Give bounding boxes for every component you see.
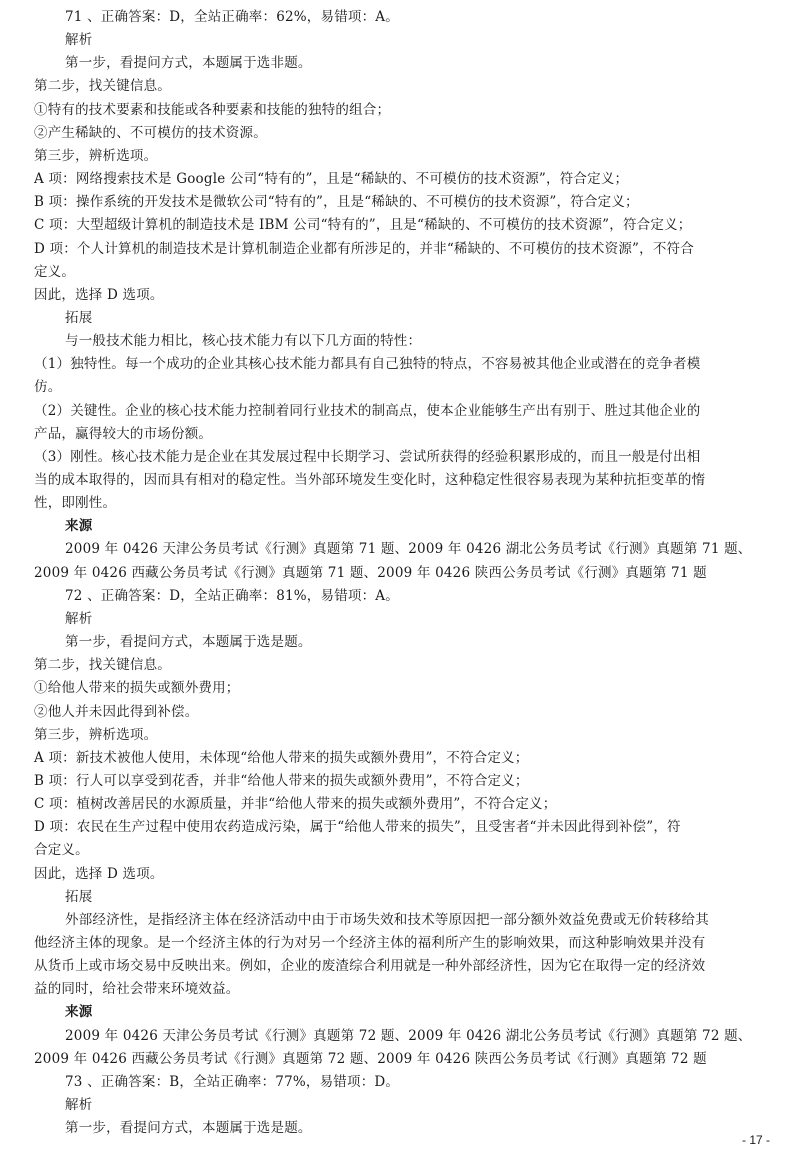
text-line: 2009 年 0426 西藏公务员考试《行测》真题第 71 题、2009 年 0426 陕西公务员考试《行测》真题第 71 题	[34, 564, 707, 581]
text-line: B 项：行人可以享受到花香，并非“给他人带来的损失或额外费用”，不符合定义；	[34, 772, 529, 789]
text-line: 拓展	[65, 888, 93, 905]
text-line: 他经济主体的现象。是一个经济主体的行为对另一个经济主体的福利所产生的影响效果，而这种影响效果并没有	[34, 935, 706, 951]
text-line: （3）刚性。核心技术能力是企业在其发展过程中长期学习、尝试所获得的经验积累形成的，而且一般是付出相	[34, 448, 701, 465]
text-line: 益的同时，给社会带来环境效益。	[34, 981, 240, 998]
text-line: （2）关键性。企业的核心技术能力控制着同行业技术的制高点，使本企业能够生产出有别于、胜过其他企业的	[34, 402, 701, 419]
text-line: 因此，选择 D 选项。	[34, 286, 164, 303]
text-line: 解析	[65, 32, 93, 49]
text-line: 71 、正确答案：D，全站正确率：62%，易错项：A。	[65, 9, 399, 25]
text-line: 2009 年 0426 西藏公务员考试《行测》真题第 72 题、2009 年 0426 陕西公务员考试《行测》真题第 72 题	[34, 1050, 707, 1067]
text-line: C 项：植树改善居民的水源质量，并非“给他人带来的损失或额外费用”，不符合定义；	[34, 796, 557, 813]
text-line: 因此，选择 D 选项。	[34, 865, 164, 882]
text-line: A 项：新技术被他人使用，未体现“给他人带来的损失或额外费用”，不符合定义；	[34, 749, 529, 766]
page-number: - 17 -	[741, 1133, 770, 1147]
text-line: 产品，赢得较大的市场份额。	[34, 425, 213, 442]
text-line: 2009 年 0426 天津公务员考试《行测》真题第 71 题、2009 年 0426 湖北公务员考试《行测》真题第 71 题、	[65, 541, 752, 558]
text-line: ①特有的技术要素和技能或各种要素和技能的独特的组合；	[34, 101, 391, 118]
text-line: A 项：网络搜索技术是 Google 公司“特有的”，且是“稀缺的、不可模仿的技术资源”，符合定义；	[34, 171, 629, 188]
text-line: ①给他人带来的损失或额外费用；	[34, 680, 240, 697]
text-line: B 项：操作系统的开发技术是微软公司“特有的”，且是“稀缺的、不可模仿的技术资源”，符合定义；	[34, 194, 639, 211]
text-line: 解析	[65, 1097, 93, 1114]
text-line: 72 、正确答案：D，全站正确率：81%，易错项：A。	[65, 587, 399, 604]
text-line: C 项：大型超级计算机的制造技术是 IBM 公司“特有的”，且是“稀缺的、不可模仿的技术资源”，符合定义；	[34, 217, 692, 234]
text-line: 2009 年 0426 天津公务员考试《行测》真题第 72 题、2009 年 0426 湖北公务员考试《行测》真题第 72 题、	[65, 1027, 752, 1044]
text-line: 合定义。	[34, 842, 89, 859]
text-line: （1）独特性。每一个成功的企业其核心技术能力都具有自己独特的特点，不容易被其他企业或潜在的竞争者模	[34, 356, 701, 373]
text-line: 仿。	[34, 379, 62, 396]
text-line: 第三步，辨析选项。	[34, 147, 158, 164]
text-line: ②他人并未因此得到补偿。	[34, 703, 199, 720]
text-line: D 项：农民在生产过程中使用农药造成污染，属于“给他人带来的损失”，且受害者“并未因此得到补偿”，符	[34, 819, 681, 836]
text-line: 第三步，辨析选项。	[34, 726, 158, 743]
text-line: 定义。	[34, 263, 76, 280]
text-line: 第一步，看提问方式，本题属于选是题。	[65, 1120, 312, 1137]
text-line: ②产生稀缺的、不可模仿的技术资源。	[34, 124, 267, 141]
text-line: D 项：个人计算机的制造技术是计算机制造企业都有所涉足的，并非“稀缺的、不可模仿的技术资源”，不符合	[34, 240, 694, 257]
text-line: 第二步，找关键信息。	[34, 657, 171, 674]
text-line: 第二步，找关键信息。	[34, 78, 171, 95]
text-line: 来源	[65, 1004, 93, 1021]
text-line: 解析	[65, 610, 93, 627]
text-line: 当的成本取得的，因而具有相对的稳定性。当外部环境发生变化时，这种稳定性很容易表现为某种抗拒变革的惰	[34, 472, 706, 488]
text-line: 拓展	[65, 309, 93, 326]
text-line: 外部经济性，是指经济主体在经济活动中由于市场失效和技术等原因把一部分额外效益免费或无价转移给其	[65, 911, 709, 928]
text-line: 从货币上或市场交易中反映出来。例如，企业的废渣综合利用就是一种外部经济性，因为它在取得一定的经济效	[34, 958, 706, 975]
text-line: 第一步，看提问方式，本题属于选非题。	[65, 55, 312, 72]
text-line: 第一步，看提问方式，本题属于选是题。	[65, 634, 312, 651]
text-line: 来源	[65, 518, 93, 535]
text-line: 性，即刚性。	[34, 495, 117, 512]
text-line: 73 、正确答案：B，全站正确率：77%，易错项：D。	[65, 1073, 400, 1090]
text-line: 与一般技术能力相比，核心技术能力有以下几方面的特性：	[65, 333, 422, 350]
